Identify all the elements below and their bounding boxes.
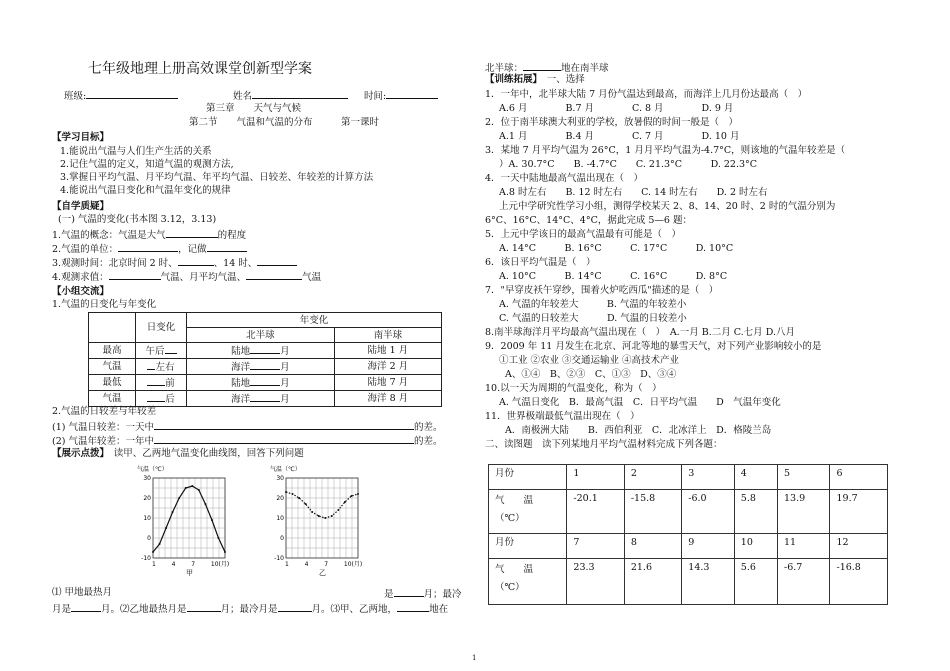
table-header: 南半球 xyxy=(334,328,441,343)
data-point xyxy=(357,493,359,495)
question-line: A.1 月 B.4 月 C. 7 月 D. 10 月 xyxy=(499,131,740,142)
question-line: 二、读图题 读下列某地月平均气温材料完成下列各题： xyxy=(485,439,723,450)
data-point xyxy=(292,493,294,495)
time-label: 时间: xyxy=(364,88,438,103)
question-line: A. 10°C B. 14°C C. 16°C D. 8°C xyxy=(499,271,728,282)
data-point xyxy=(318,515,320,517)
table-cell: 1 xyxy=(567,465,624,490)
y-tick-label: 30 xyxy=(143,475,151,482)
table-cell: -6.7 xyxy=(777,559,830,605)
data-point xyxy=(198,489,200,491)
data-point xyxy=(217,537,219,539)
x-tick-label: 1 xyxy=(285,561,289,568)
table-cell: -20.1 xyxy=(567,490,624,534)
table-cell: 8 xyxy=(624,534,681,559)
chart-label: 甲 xyxy=(186,569,193,577)
data-point xyxy=(159,543,161,545)
question-line: 2．位于南半球澳大利亚的学校，放暑假的时间一般是（ ） xyxy=(485,117,739,128)
data-point xyxy=(311,511,313,513)
goals-header: 【学习目标】 xyxy=(52,132,110,143)
data-point xyxy=(165,527,167,529)
training-header: 【训练拓展】 一、选择 xyxy=(485,74,585,85)
goal-item: 4.能说出气温日变化和气温年变化的规律 xyxy=(60,185,231,196)
data-point xyxy=(185,487,187,489)
table-cell: 5 xyxy=(777,465,830,490)
x-tick-label: 7 xyxy=(191,561,196,568)
question-line: A、①④ B、②③ C、①③ D、③④ xyxy=(505,369,677,380)
table-cell: 3 xyxy=(682,465,735,490)
table-cell: 6 xyxy=(830,465,888,490)
question-line: 8.南半球海洋月平均最高气温出现在（ ） A.一月 B.二月 C.七月 D.八月 xyxy=(485,327,796,338)
question-line: 11．世界极端最低气温出现在（ ） xyxy=(485,411,640,422)
table-cell: 9 xyxy=(682,534,735,559)
question-line: 10.以一天为周期的气温变化，称为（ ） xyxy=(485,383,662,394)
group-question: 2.气温的日较差与年较差 xyxy=(52,406,157,417)
y-tick-label: 20 xyxy=(143,495,151,502)
data-point xyxy=(152,551,154,553)
table-cell: 陆地 1 月 xyxy=(334,343,441,359)
question-line: A.8 时左右 B. 12 时左右 C. 14 时左右 D. 2 时左右 xyxy=(499,187,768,198)
table-cell: 21.6 xyxy=(624,559,681,605)
goal-item: 1.能说出气温与人们生产生活的关系 xyxy=(60,146,212,157)
data-point xyxy=(331,515,333,517)
table-cell: 左右 xyxy=(136,359,187,375)
data-point xyxy=(344,501,346,503)
y-tick-label: -10 xyxy=(274,555,284,562)
table-cell: 陆地 7 月 xyxy=(334,375,441,391)
table-header: 年变化 xyxy=(187,313,442,328)
hemisphere-line: 北半球： 地在南半球 xyxy=(485,60,609,75)
y-tick-label: 20 xyxy=(276,495,284,502)
question-line: 3．某地 7 月平均气温为 26°C，1 月月平均气温为-4.7°C，则该地的气温年较差是（ xyxy=(485,145,846,156)
monthly-temperature-table xyxy=(488,464,888,605)
table-cell: 19.7 xyxy=(830,490,888,534)
table-cell: 14.3 xyxy=(682,559,735,605)
answer-line: ⑴ 甲地最热月 xyxy=(52,587,113,598)
chart-jia xyxy=(135,462,235,582)
class-label: 班级: xyxy=(64,88,178,103)
daily-range-line: (1) 气温日较差：一天中 的差。 xyxy=(52,419,443,434)
y-tick-label: 10 xyxy=(276,515,284,522)
y-axis-label: 气温（℃） xyxy=(137,466,168,473)
data-point xyxy=(204,503,206,505)
question-line: A. 气温日变化 B．最高气温 C．日平均气温 D 气温年变化 xyxy=(499,397,781,408)
table-cell: 23.3 xyxy=(567,559,624,605)
y-tick-label: 10 xyxy=(143,515,151,522)
table-cell: 5.8 xyxy=(734,490,777,534)
question-line: A．南极洲大陆 B．西伯利亚 C．北冰洋上 D．格陵兰岛 xyxy=(505,425,772,436)
table-cell: 气 温 （℃） xyxy=(489,490,567,534)
table-header: 北半球 xyxy=(187,328,335,343)
table-cell: 陆地 月 xyxy=(187,375,335,391)
question-line: 5．上元中学该日的最高气温最有可能是（ ） xyxy=(485,229,682,240)
table-cell: 11 xyxy=(777,534,830,559)
data-point xyxy=(324,517,326,519)
question-line: 9．2009 年 11 月发生在北京、河北等地的暴雪天气，对下列产业影响较小的是 xyxy=(485,341,822,352)
table-cell: -15.8 xyxy=(624,490,681,534)
x-tick-label: 10(月) xyxy=(343,561,363,568)
table-cell: 2 xyxy=(624,465,681,490)
goal-item: 2.记住气温的定义，知道气温的观测方法, xyxy=(60,159,234,170)
question-line: A. 气温的年较差大 B. 气温的年较差小 xyxy=(499,299,687,310)
question-line: ①工业 ②农业 ③交通运输业 ④高技术产业 xyxy=(499,355,680,366)
table-cell: 午后 xyxy=(136,343,187,359)
self-study-header: 【自学质疑】 xyxy=(52,201,110,212)
table-cell: 海洋 月 xyxy=(187,359,335,375)
section-heading: 第二节 气温和气温的分布 第一课时 xyxy=(189,117,380,128)
x-tick-label: 4 xyxy=(171,561,176,568)
self-study-item: 2.气温的单位： ，记做 xyxy=(52,241,247,256)
question-line: 上元中学研究性学习小组，测得学校某天 2、8、14、20 时、2 时的气温分别为 xyxy=(499,201,836,212)
table-cell: 后 xyxy=(136,391,187,407)
table-cell: 12 xyxy=(830,534,888,559)
table-cell: 月份 xyxy=(489,465,567,490)
data-point xyxy=(350,495,352,497)
x-tick-label: 10(月) xyxy=(210,561,230,568)
table-cell: 气 温 （℃） xyxy=(489,559,567,605)
data-point xyxy=(211,519,213,521)
show-section: 【展示点拨】 读甲、乙两地气温变化曲线图，回答下列问题 xyxy=(52,448,304,459)
y-axis-label: 气温（℃） xyxy=(270,466,301,473)
table-cell: 海洋 2 月 xyxy=(334,359,441,375)
annual-range-line: (2) 气温年较差：一年中 的差。 xyxy=(52,433,443,448)
page-number: 1 xyxy=(472,654,477,662)
table-cell: 气温 xyxy=(89,359,136,375)
table-cell: 海洋 月 xyxy=(187,391,335,407)
x-tick-label: 4 xyxy=(304,561,309,568)
table-cell: 最高 xyxy=(89,343,136,359)
group-question: 1.气温的日变化与年变化 xyxy=(52,299,157,310)
y-tick-label: 0 xyxy=(147,535,151,542)
temperature-change-table xyxy=(88,312,442,407)
data-point xyxy=(224,551,226,553)
data-point xyxy=(337,509,339,511)
table-cell: -6.0 xyxy=(682,490,735,534)
y-tick-label: 0 xyxy=(280,535,284,542)
table-cell: 海洋 8 月 xyxy=(334,391,441,407)
question-line: 7．"早穿皮袄午穿纱，围着火炉吃西瓜"描述的是（ ） xyxy=(485,285,719,296)
self-study-item: 4.观测求值： 气温、月平均气温、 气温 xyxy=(52,269,321,284)
name-label: 姓名 xyxy=(233,88,348,103)
question-line: ）A. 30.7°C B. -4.7°C C. 21.3°C D. 22.3°C xyxy=(499,159,758,170)
table-cell: 7 xyxy=(567,534,624,559)
data-point xyxy=(178,497,180,499)
data-point xyxy=(172,511,174,513)
data-point xyxy=(298,497,300,499)
table-cell: 10 xyxy=(734,534,777,559)
data-point xyxy=(191,485,193,487)
question-line: 4．一天中陆地最高气温出现在（ ） xyxy=(485,173,644,184)
table-cell: -16.8 xyxy=(830,559,888,605)
question-line: A. 14°C B. 16°C C. 17°C D. 10°C xyxy=(499,243,734,254)
question-line: 6°C、16°C、14°C、4°C，据此完成 5—6 题： xyxy=(485,215,692,226)
data-point xyxy=(285,491,287,493)
self-study-item: 1.气温的概念：气温是大气 的程度 xyxy=(52,227,246,242)
table-cell: 最低 xyxy=(89,375,136,391)
question-line: 1．一年中，北半球大陆 7 月份气温达到最高，而海洋上几月份达最高（ ） xyxy=(485,89,808,100)
goal-item: 3.掌握日平均气温、月平均气温、年平均气温、日较差、年较差的计算方法 xyxy=(60,172,374,183)
table-cell: 4 xyxy=(734,465,777,490)
table-cell: 气温 xyxy=(89,391,136,407)
question-line: C. 气温的日较差大 D. 气温的日较差小 xyxy=(499,313,687,324)
chart-yi xyxy=(268,462,368,582)
question-line: 6．该日平均气温是（ ） xyxy=(485,257,596,268)
chapter-heading: 第三章 天气与气候 xyxy=(206,103,302,114)
answer-line: 月是 月。⑵乙地最热月是 月；最冷月是 月。⑶甲、乙两地， 地在 xyxy=(52,601,448,616)
table-cell: 13.9 xyxy=(777,490,830,534)
table-cell: 月份 xyxy=(489,534,567,559)
question-line: A.6 月 B.7 月 C. 8 月 D. 9 月 xyxy=(499,103,734,114)
self-study-item: 3.观测时间：北京时间 2 时、 、14 时、 xyxy=(52,255,297,270)
table-cell: 陆地 月 xyxy=(187,343,335,359)
y-tick-label: 30 xyxy=(276,475,284,482)
data-point xyxy=(305,503,307,505)
y-tick-label: -10 xyxy=(141,555,151,562)
page-title: 七年级地理上册高效课堂创新型学案 xyxy=(88,61,312,77)
self-study-subheading: (一) 气温的变化(书本图 3.12，3.13) xyxy=(58,214,217,225)
chart-label: 乙 xyxy=(319,569,326,577)
table-cell: 5.6 xyxy=(734,559,777,605)
x-tick-label: 1 xyxy=(152,561,156,568)
answer-line: 是 月；最冷 xyxy=(384,586,462,601)
table-cell: 前 xyxy=(136,375,187,391)
group-header: 【小组交流】 xyxy=(52,286,110,297)
table-header: 日变化 xyxy=(136,313,187,343)
x-tick-label: 7 xyxy=(324,561,329,568)
